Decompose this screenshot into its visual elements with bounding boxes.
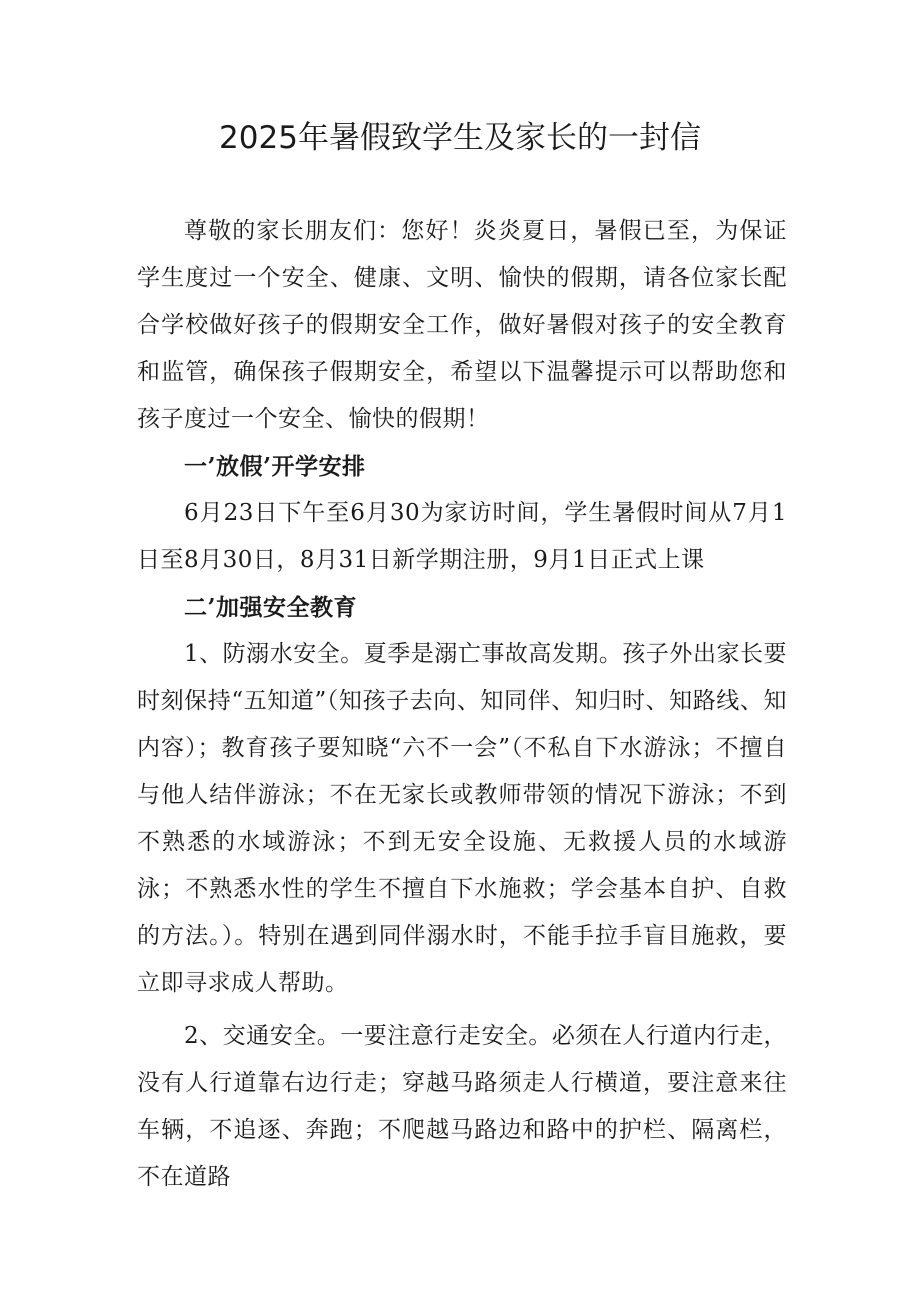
paragraph-greeting: 尊敬的家长朋友们：您好！炎炎夏日，暑假已至，为保证学生度过一个安全、健康、文明、愉快的假期，请各位家长配合学校做好孩子的假期安全工作，做好暑假对孩子的安全教育和监管，确保孩子假期安全，希望以下温馨提示可以帮助您和孩子度过一个安全、愉快的假期！ <box>137 218 787 432</box>
section-heading-schedule: 一’放假’开学安排 <box>184 453 366 480</box>
paragraph-drowning-safety: 1、防溺水安全。夏季是溺亡事故高发期。孩子外出家长要时刻保持“五知道”（知孩子去向、知同伴、知归时、知路线、知内容）；教育孩子要知晓“六不一会”（不私自下水游泳；不擅自与他人结伴游泳；不在无家长或教师带领的情况下游泳；不到不熟悉的水域游泳；不到无安全设施、无救援人员的水域游泳；不熟悉水性的学生不擅自下水施救；学会基本自护、自救的方法。）。特别在遇到同伴溺水时，不能手拉手盲目施救，要立即寻求成人帮助。 <box>137 641 787 996</box>
paragraph-traffic-safety: 2、交通安全。一要注意行走安全。必须在人行道内行走，没有人行道靠右边行走；穿越马路须走人行横道，要注意来往车辆，不追逐、奔跑；不爬越马路边和路中的护栏、隔离栏，不在道路 <box>137 1023 787 1190</box>
document-title: 2025年暑假致学生及家长的一封信 <box>219 120 701 156</box>
section-heading-safety: 二’加强安全教育 <box>184 594 358 621</box>
paragraph-schedule: 6月23日下午至6月30为家访时间，学生暑假时间从7月1日至8月30日，8月31日新学期注册，9月1日正式上课 <box>137 500 787 573</box>
document-body <box>137 208 787 1201</box>
